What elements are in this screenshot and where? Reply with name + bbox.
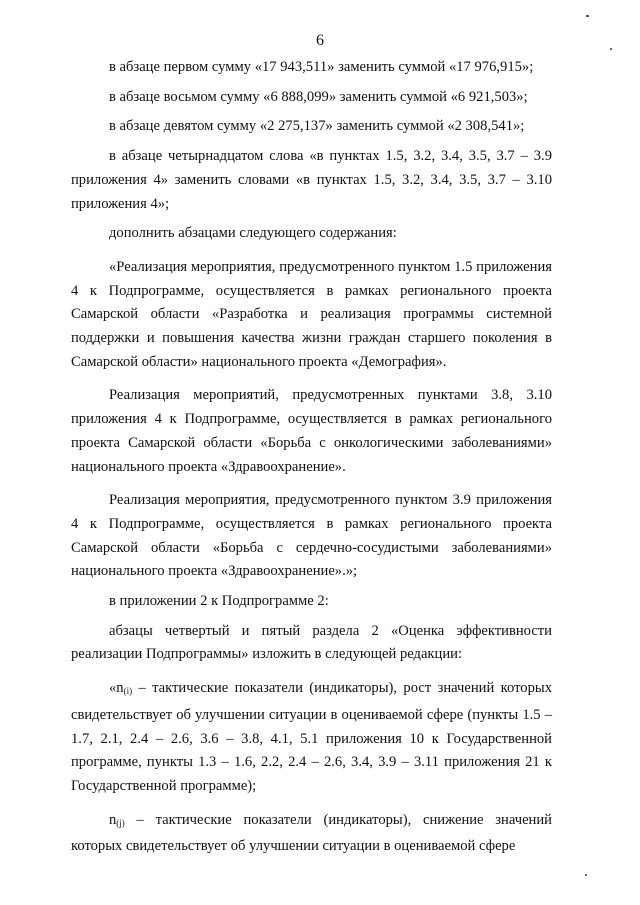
indicator-growth-text: – тактические показатели (индикаторы), рост значений которых свидетельствует об улучшении ситуации в оцениваемой сфере (пункты 1.5 – 1.7, 2.1, 2.4 – 2.6, 3.6 – 3.8, 4.1, 5.1 приложения 10 к Государственной программе, пункты 1.3 – 1.6, 2.2, 2.4 – 2.6, 3.4, 3.9 – 3.11 приложения 21 к Государственной программе); [71,680,552,794]
indicator-symbol: n [109,811,117,828]
document-body [71,56,552,859]
paragraph-indicator-decrease [71,809,552,859]
paragraph-sum-first: в абзаце первом сумму «17 943,511» заменить суммой «17 976,915»; [109,59,534,75]
paragraph-section-2: абзацы четвертый и пятый раздела 2 «Оценка эффективности реализации Подпрограммы» изложить в следующей редакции: [71,622,552,663]
indicator-decrease-text: – тактические показатели (индикаторы), снижение значений которых свидетельствует об улучшении ситуации в оцениваемой сфере [71,811,552,855]
paragraph-sum-eighth: в абзаце восьмом сумму «6 888,099» заменить суммой «6 921,503»; [109,88,528,105]
scan-speck [610,48,612,50]
open-quote: « [109,680,117,697]
paragraph-sum-ninth: в абзаце девятом сумму «2 275,137» заменить суммой «2 308,541»; [109,118,525,135]
indicator-symbol: n [116,680,124,697]
paragraph-measures-3-8-3-10: Реализация мероприятий, предусмотренных пунктами 3.8, 3.10 приложения 4 к Подпрограмме, осуществляется в рамках регионального проекта Самарской области «Борьба с онкологическими заболеваниями» национального проекта «Здравоохранение». [71,387,552,475]
indicator-subscript: (i) [123,686,133,697]
scan-speck [586,15,589,17]
paragraph-fourteenth: в абзаце четырнадцатом слова «в пунктах 1.5, 3.2, 3.4, 3.5, 3.7 – 3.9 приложения 4» заменить словами «в пунктах 1.5, 3.2, 3.4, 3.5, 3.7 – 3.10 приложения 4»; [71,148,552,212]
paragraph-supplement: дополнить абзацами следующего содержания: [109,225,397,242]
page-number: 6 [316,32,324,49]
scan-speck [585,874,587,876]
paragraph-indicator-growth [71,677,552,799]
paragraph-measure-3-9: Реализация мероприятия, предусмотренного пунктом 3.9 приложения 4 к Подпрограмме, осуществляется в рамках регионального проекта Самарской области «Борьба с сердечно-сосудистыми заболеваниями» национального проекта «Здравоохранение».»; [71,492,552,580]
paragraph-measure-1-5: «Реализация мероприятия, предусмотренного пунктом 1.5 приложения 4 к Подпрограмме, осуществляется в рамках регионального проекта Самарской области «Разработка и реализация программы системной поддержки и повышения качества жизни граждан старшего поколения в Самарской области» национального проекта «Демография». [71,258,552,370]
indicator-subscript: (j) [116,817,125,828]
paragraph-appendix-2: в приложении 2 к Подпрограмме 2: [109,593,329,610]
